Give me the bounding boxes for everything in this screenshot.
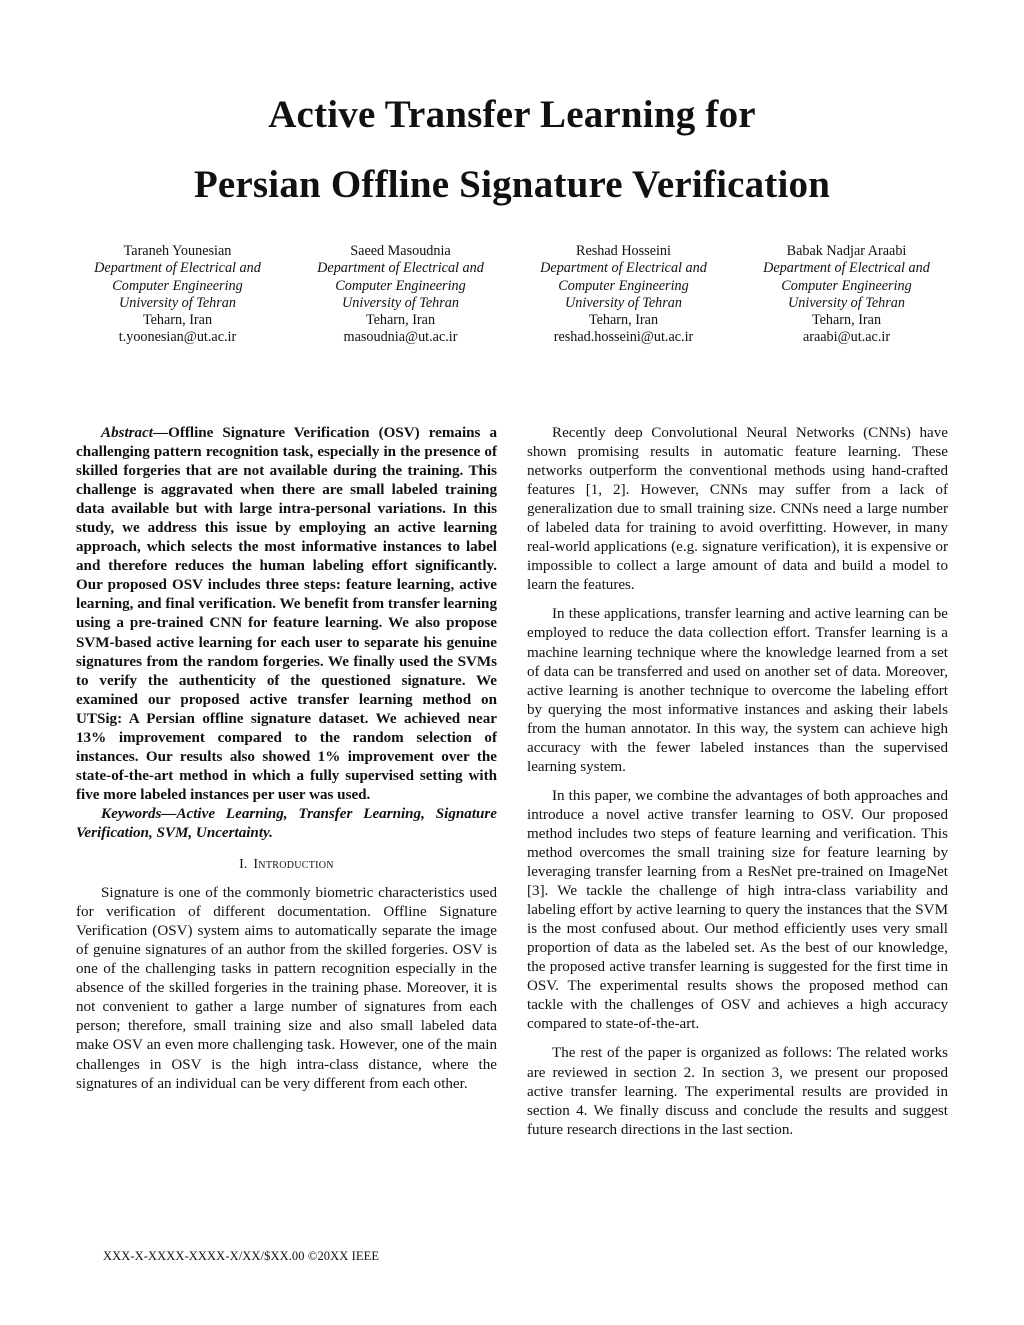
author-department-2: Computer Engineering xyxy=(781,277,912,294)
author-block xyxy=(66,243,958,347)
author-city: Teharn, Iran xyxy=(588,312,659,329)
author-department: Department of Electrical and xyxy=(94,260,261,277)
author-1 xyxy=(66,243,289,347)
author-university: University of Tehran xyxy=(788,294,905,311)
author-city: Teharn, Iran xyxy=(142,312,213,329)
author-department-2: Computer Engineering xyxy=(335,277,466,294)
author-university: University of Tehran xyxy=(342,294,459,311)
author-city: Teharn, Iran xyxy=(811,312,882,329)
author-department-2: Computer Engineering xyxy=(558,277,689,294)
left-column xyxy=(76,424,497,1094)
author-name: Babak Nadjar Araabi xyxy=(786,243,907,259)
paragraph-cnn: Recently deep Convolutional Neural Networks (CNNs) have shown promising results in automatic feature learning. These networks outperform the conventional methods using hand-crafted features [1, 2]. However, CNNs may suffer from a lack of generalization due to small training size. CNNs need a large number of labeled data for training to avoid overfitting. However, in many real-world applications (e.g. signature verification), it is expensive or impossible to collect a large amount of data and build a model to learn the features. xyxy=(527,425,948,594)
author-name: Saeed Masoudnia xyxy=(350,243,451,259)
abstract-text: —Offline Signature Verification (OSV) remains a challenging pattern recognition task, especially in the presence of skilled forgeries that are not available during the training. This challenge is aggravated when there are small labeled training data available but with large intra-personal variations. In this study, we address this issue by employing an active learning approach, which selects the most informative instances to label and therefore reduces the human labeling effort significantly. Our proposed OSV includes three steps: feature learning, active learning, and final verification. We benefit from transfer learning using a pre-trained CNN for feature learning. We also propose SVM-based active learning for each user to separate his genuine signatures from the random forgeries. We finally used the SVMs to verify the authenticity of the questioned signature. We examined our proposed active transfer learning method on UTSig: A Persian offline signature dataset. We achieved near 13% improvement compared to the random selection of instances. Our results also showed 1% improvement over the state-of-the-art method in which a fully supervised setting with five more labeled instances per user was used. xyxy=(76,425,497,803)
intro-paragraph: Signature is one of the commonly biometric characteristics used for verification of different documentation. Offline Signature Verification (OSV) system aims to automatically separate the image of genuine signatures of an author from the skilled forgeries. OSV is one of the challenging tasks in pattern recognition especially in the absence of the skilled forgeries in the training phase. Moreover, it is not convenient to gather a large number of signatures from each person; therefore, small training size and also small labeled data make OSV an even more challenging task. However, one of the main challenges in OSV is the high intra-class distance, where the signatures of an individual can be very different from each other. xyxy=(76,885,497,1092)
author-university: University of Tehran xyxy=(565,294,682,311)
author-department: Department of Electrical and xyxy=(540,260,707,277)
author-city: Teharn, Iran xyxy=(365,312,436,329)
author-department-2: Computer Engineering xyxy=(112,277,243,294)
author-email: araabi@ut.ac.ir xyxy=(802,329,891,346)
author-email: reshad.hosseini@ut.ac.ir xyxy=(553,329,694,346)
author-department: Department of Electrical and xyxy=(317,260,484,277)
section-number: I. xyxy=(239,857,248,873)
author-email: masoudnia@ut.ac.ir xyxy=(343,329,458,346)
author-4 xyxy=(735,243,958,347)
author-department: Department of Electrical and xyxy=(763,260,930,277)
keywords: Keywords—Active Learning, Transfer Learning, Signature Verification, SVM, Uncertainty. xyxy=(76,805,497,841)
paragraph-transfer-active: In these applications, transfer learning and active learning can be employed to reduce the data collection effort. Transfer learning is a machine learning technique where the knowledge learned from a set of data can be transferred and used on another set of data. Moreover, active learning is another technique to overcome the labeling effort by querying the most informative instances and asking their labels from the human annotator. In this way, the system can achieve high accuracy with the fewer labeled instances than the supervised learning system. xyxy=(527,606,948,775)
section-title: Introduction xyxy=(253,857,334,873)
paragraph-organization: The rest of the paper is organized as follows: The related works are reviewed in section 2. In section 3, we present our proposed active transfer learning. The experimental results are provided in section 4. We finally discuss and conclude the results and suggest future research directions in the last section. xyxy=(527,1045,948,1138)
abstract-lead: Abstract xyxy=(101,425,153,441)
paper-title-line-2: Persian Offline Signature Verification xyxy=(193,163,831,206)
author-university: University of Tehran xyxy=(119,294,236,311)
abstract xyxy=(76,424,497,805)
right-column xyxy=(527,424,948,1140)
author-email: t.yoonesian@ut.ac.ir xyxy=(118,329,237,346)
author-name: Reshad Hosseini xyxy=(576,243,671,259)
paragraph-contribution: In this paper, we combine the advantages of both approaches and introduce a novel active transfer learning to OSV. Our proposed method includes two steps of feature learning and verification. This method overcomes the small training size for feature learning by leveraging transfer learning from a ResNet pre-trained on ImageNet [3]. We tackle the challenge of high intra-class variability and labeling effort by active learning to query the instances that the SVM is the most confused about. Our method efficiently uses very small proportion of data as the labeled set. As the best of our knowledge, the proposed active transfer learning is suggested for the first time in OSV. The experimental results shows the proposed method can tackle with the challenges of OSV and achieves a high accuracy compared to state-of-the-art. xyxy=(527,787,948,1033)
section-heading-introduction xyxy=(76,855,497,874)
author-3 xyxy=(512,243,735,347)
copyright-footer: XXX-X-XXXX-XXXX-X/XX/$XX.00 ©20XX IEEE xyxy=(103,1249,380,1263)
paper-title-line-1: Active Transfer Learning for xyxy=(268,93,756,136)
author-name: Taraneh Younesian xyxy=(123,243,232,259)
author-2 xyxy=(289,243,512,347)
